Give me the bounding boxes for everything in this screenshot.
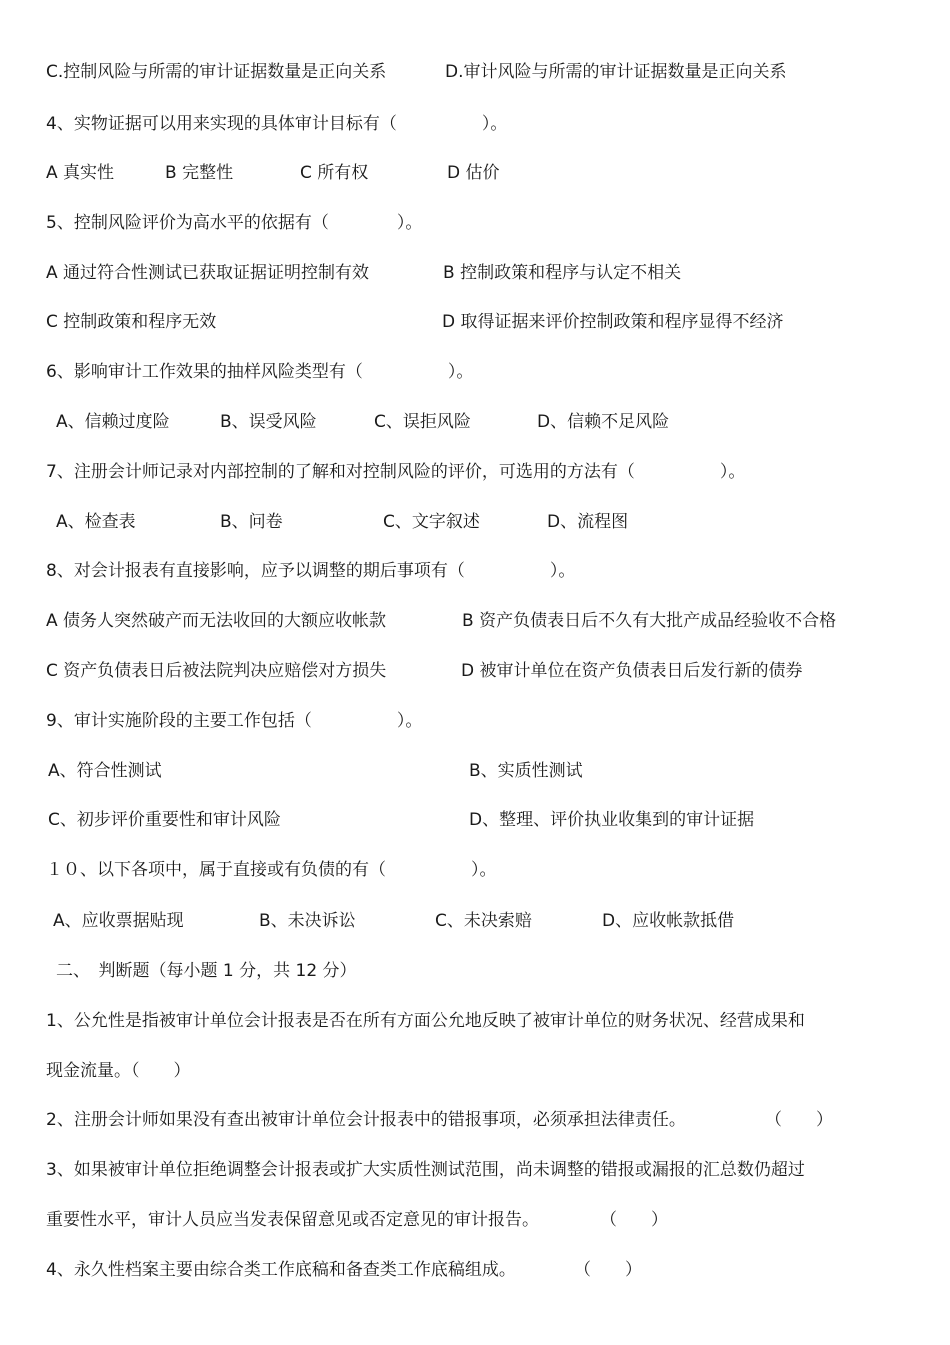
option-a: A、检查表 bbox=[56, 512, 136, 532]
question-text: 5、控制风险评价为高水平的依据有（ ）。 bbox=[46, 213, 423, 233]
question-text: 4、实物证据可以用来实现的具体审计目标有（ ）。 bbox=[46, 114, 508, 134]
statement-text: 2、注册会计师如果没有查出被审计单位会计报表中的错报事项，必须承担法律责任。 bbox=[46, 1110, 686, 1130]
option-d: D 被审计单位在资产负债表日后发行新的债券 bbox=[461, 661, 803, 681]
question-text: １０、以下各项中，属于直接或有负债的有（ ）。 bbox=[46, 860, 497, 880]
option-c: C 所有权 bbox=[300, 163, 369, 183]
option-a: A 通过符合性测试已获取证据证明控制有效 bbox=[46, 263, 370, 283]
answer-blank: （ ） bbox=[765, 1110, 833, 1130]
answer-blank: （ ） bbox=[574, 1260, 642, 1280]
statement-text: 4、永久性档案主要由综合类工作底稿和备查类工作底稿组成。 bbox=[46, 1260, 516, 1280]
option-c: C、未决索赔 bbox=[435, 911, 532, 931]
option-c: C、初步评价重要性和审计风险 bbox=[48, 810, 281, 830]
option-c: C、误拒风险 bbox=[374, 412, 471, 432]
option-d: D、应收帐款抵借 bbox=[602, 911, 735, 931]
option-d: D.审计风险与所需的审计证据数量是正向关系 bbox=[445, 62, 787, 82]
option-a: A、应收票据贴现 bbox=[53, 911, 184, 931]
option-a: A、符合性测试 bbox=[48, 761, 162, 781]
option-b: B、误受风险 bbox=[220, 412, 317, 432]
statement-text: 3、如果被审计单位拒绝调整会计报表或扩大实质性测试范围，尚未调整的错报或漏报的汇总数仍超过 bbox=[46, 1160, 805, 1180]
section-title: 二、 判断题（每小题 1 分，共 12 分） bbox=[56, 961, 357, 981]
option-b: B 资产负债表日后不久有大批产成品经验收不合格 bbox=[462, 611, 837, 631]
option-a: A 债务人突然破产而无法收回的大额应收帐款 bbox=[46, 611, 387, 631]
statement-text: 现金流量。（ ） bbox=[46, 1061, 191, 1081]
option-c: C.控制风险与所需的审计证据数量是正向关系 bbox=[46, 62, 387, 82]
option-b: B 完整性 bbox=[165, 163, 234, 183]
option-a: A、信赖过度险 bbox=[56, 412, 170, 432]
question-text: 6、影响审计工作效果的抽样风险类型有（ ）。 bbox=[46, 362, 474, 382]
option-d: D 取得证据来评价控制政策和程序显得不经济 bbox=[442, 312, 784, 332]
answer-blank: （ ） bbox=[600, 1210, 668, 1230]
option-a: A 真实性 bbox=[46, 163, 115, 183]
option-d: D 估价 bbox=[447, 163, 500, 183]
question-text: 8、对会计报表有直接影响，应予以调整的期后事项有（ ）。 bbox=[46, 561, 576, 581]
option-b: B 控制政策和程序与认定不相关 bbox=[443, 263, 682, 283]
option-d: D、信赖不足风险 bbox=[537, 412, 670, 432]
option-d: D、整理、评价执业收集到的审计证据 bbox=[469, 810, 755, 830]
statement-text: 1、公允性是指被审计单位会计报表是否在所有方面公允地反映了被审计单位的财务状况、经营成果和 bbox=[46, 1011, 805, 1031]
option-b: B、未决诉讼 bbox=[259, 911, 356, 931]
option-d: D、流程图 bbox=[547, 512, 629, 532]
option-c: C 控制政策和程序无效 bbox=[46, 312, 217, 332]
question-text: 7、注册会计师记录对内部控制的了解和对控制风险的评价，可选用的方法有（ ）。 bbox=[46, 462, 746, 482]
option-c: C 资产负债表日后被法院判决应赔偿对方损失 bbox=[46, 661, 387, 681]
option-c: C、文字叙述 bbox=[383, 512, 480, 532]
option-b: B、实质性测试 bbox=[469, 761, 583, 781]
option-b: B、问卷 bbox=[220, 512, 283, 532]
question-text: 9、审计实施阶段的主要工作包括（ ）。 bbox=[46, 711, 423, 731]
statement-text: 重要性水平，审计人员应当发表保留意见或否定意见的审计报告。 bbox=[46, 1210, 539, 1230]
